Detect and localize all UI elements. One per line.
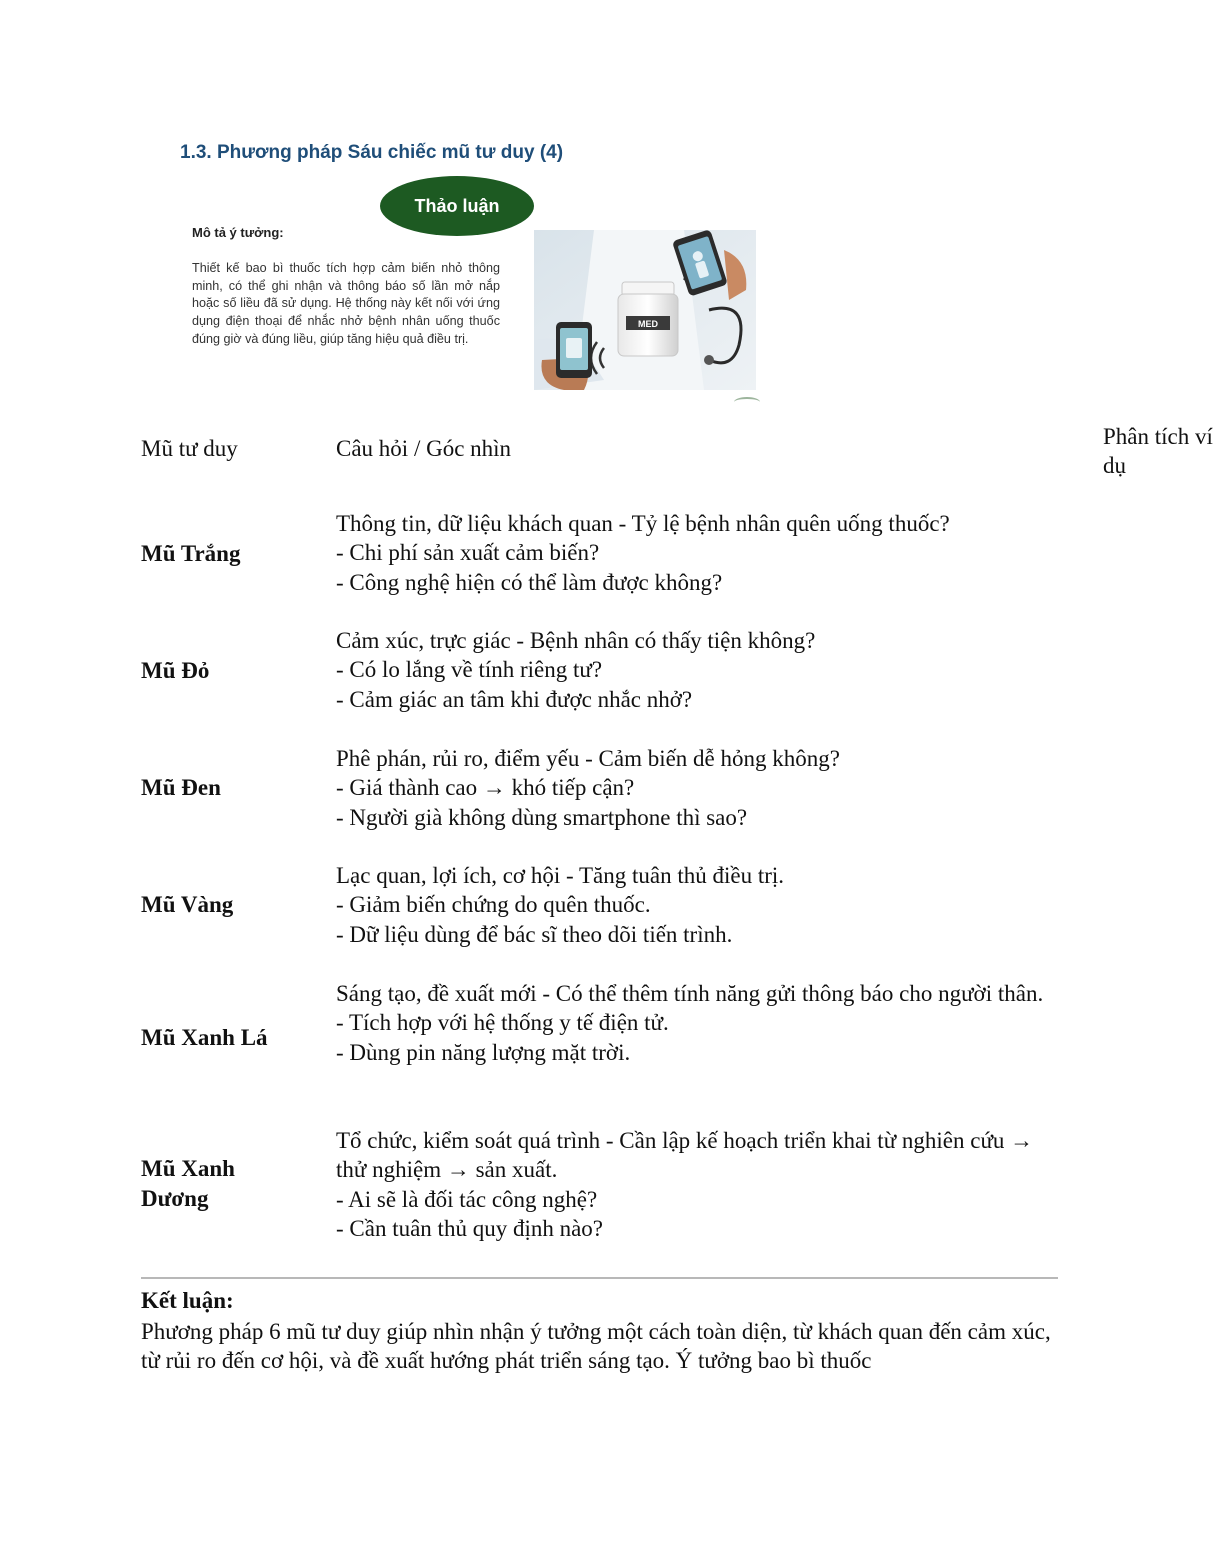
hat-description-white	[336, 509, 1056, 597]
description-line: - Cần tuân thủ quy định nào?	[336, 1215, 604, 1241]
description-line: - Dùng pin năng lượng mặt trời.	[336, 1039, 631, 1065]
bottle-label: MED	[638, 319, 658, 329]
description-heading: Mô tả ý tưởng:	[192, 225, 284, 240]
description-line: - Dữ liệu dùng để bác sĩ theo dõi tiến trình.	[336, 921, 733, 947]
conclusion-text: Phương pháp 6 mũ tư duy giúp nhìn nhận ý tưởng một cách toàn diện, từ khách quan đến cảm xúc, từ rủi ro đến cơ hội, và đề xuất hướng phát triển sáng tạo. Ý tưởng bao bì thuốc	[141, 1319, 1051, 1373]
column-header-question: Câu hỏi / Góc nhìn	[336, 436, 512, 461]
description-line: - Cảm giác an tâm khi được nhắc nhở?	[336, 686, 693, 712]
description-line: - Chi phí sản xuất cảm biến?	[336, 540, 600, 566]
description-line: - Giá thành cao → khó tiếp cận?	[336, 775, 635, 801]
hat-description-yellow	[336, 861, 1056, 949]
description-line: - Giảm biến chứng do quên thuốc.	[336, 892, 651, 918]
description-line: Lạc quan, lợi ích, cơ hội - Tăng tuân thủ điều trị.	[336, 863, 785, 888]
hat-name-yellow: Mũ Vàng	[141, 892, 234, 917]
column-header-example: Phân tích ví dụ	[1103, 424, 1213, 478]
column-header-hat: Mũ tư duy	[141, 436, 238, 461]
hat-name-white: Mũ Trắng	[141, 541, 241, 566]
description-line: - Tích hợp với hệ thống y tế điện tử.	[336, 1010, 669, 1036]
description-line: - Ai sẽ là đối tác công nghệ?	[336, 1186, 598, 1212]
slide-footer-mark	[734, 397, 760, 407]
hat-name-green: Mũ Xanh Lá	[141, 1025, 268, 1050]
conclusion-title: Kết luận:	[141, 1288, 234, 1313]
description-line: - Công nghệ hiện có thể làm được không?	[336, 569, 723, 595]
smart-pill-bottle-illustration	[534, 230, 756, 390]
hat-name-blue: Mũ Xanh Dương	[141, 1156, 235, 1211]
discussion-label: Thảo luận	[414, 195, 500, 216]
description-line: Sáng tạo, đề xuất mới - Có thể thêm tính năng gửi thông báo cho người thân.	[336, 981, 1044, 1006]
description-line: - Có lo lắng về tính riêng tư?	[336, 657, 603, 683]
slide-image	[168, 128, 780, 410]
hat-description-green	[336, 979, 1056, 1067]
hat-name-red: Mũ Đỏ	[141, 658, 210, 683]
hat-description-black	[336, 744, 1056, 832]
description-line: Cảm xúc, trực giác - Bệnh nhân có thấy tiện không?	[336, 628, 816, 653]
horizontal-divider	[141, 1277, 1058, 1279]
discussion-badge	[380, 176, 534, 236]
hat-description-blue	[336, 1126, 1056, 1243]
hat-description-red	[336, 626, 1056, 714]
description-line: Phê phán, rủi ro, điểm yếu - Cảm biến dễ hỏng không?	[336, 746, 840, 771]
description-line: - Người già không dùng smartphone thì sao?	[336, 804, 748, 830]
description-line: Tổ chức, kiểm soát quá trình - Cần lập kế hoạch triển khai từ nghiên cứu → thử nghiệm → sản xuất.	[336, 1128, 1034, 1183]
description-text: Thiết kế bao bì thuốc tích hợp cảm biến nhỏ thông minh, có thể ghi nhận và thông báo số lần mở nắp hoặc số liều đã sử dụng. Hệ thống này kết nối với ứng dụng điện thoại để nhắc nhở bệnh nhân uống thuốc đúng giờ và đúng liều, giúp tăng hiệu quả điều trị.	[192, 261, 500, 346]
description-line: Thông tin, dữ liệu khách quan - Tỷ lệ bệnh nhân quên uống thuốc?	[336, 511, 950, 536]
slide-title: 1.3. Phương pháp Sáu chiếc mũ tư duy (4)	[180, 142, 564, 163]
hat-name-black: Mũ Đen	[141, 775, 221, 800]
